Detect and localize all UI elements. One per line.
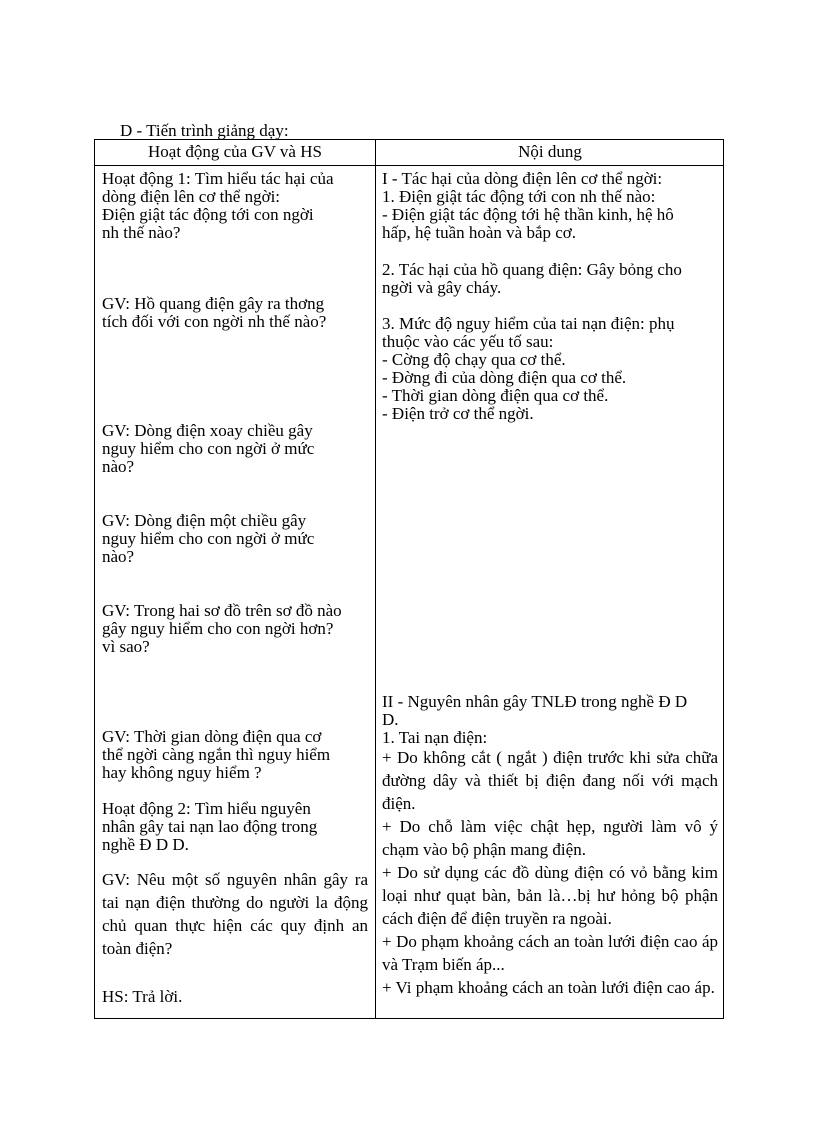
content-harm-section: I - Tác hại của dòng điện lên cơ thể ngời: 1. Điện giật tác động tới con nh thế nào: - Điện giật tác động tới hệ thần kinh, hệ hô hấp, hệ tuần hoàn và bắp cơ. [382,169,674,242]
cause-item-4: + Do phạm khoảng cách an toàn lưới điện cao áp và Trạm biến áp... [382,932,718,974]
section-heading: D - Tiến trình giảng dạy: [120,121,289,140]
question-arc-flash: GV: Hồ quang điện gây ra thơng tích đối với con ngời nh thế nào? [102,294,327,331]
content-causes-heading: II - Nguyên nhân gây TNLĐ trong nghề Đ D D. 1. Tai nạn điện: [382,692,688,747]
activity-2-intro: Hoạt động 2: Tìm hiểu nguyên nhân gây tai nạn lao động trong nghề Đ D D. [102,799,318,854]
column-header-activities: Hoạt động của GV và HS [148,142,322,161]
question-duration: GV: Thời gian dòng điện qua cơ thể ngời càng ngắn thì nguy hiểm hay không nguy hiểm ? [102,727,331,782]
lesson-table [94,139,724,1019]
cause-item-5: + Vi phạm khoảng cách an toàn lưới điện cao áp. [382,978,715,997]
activity-1-intro: Hoạt động 1: Tìm hiểu tác hại của dòng điện lên cơ thể ngời: Điện giật tác động tới con ngời nh thế nào? [102,169,334,242]
cause-item-3: + Do sử dụng các đồ dùng điện có vỏ bằng kim loại như quạt bàn, bản là…bị hư hỏng bộ phận cách điện để điện truyền ra ngoài. [382,863,718,928]
content-danger-factors: 3. Mức độ nguy hiểm của tai nạn điện: phụ thuộc vào các yếu tố sau: - Cờng độ chạy qua cơ thể. - Đờng đi của dòng điện qua cơ thể. - Thời gian dòng điện qua cơ thể. - Điện trở cơ thể ngời. [382,314,675,423]
content-arc-harm: 2. Tác hại của hồ quang điện: Gây bỏng cho ngời và gây cháy. [382,260,682,297]
cause-item-2: + Do chỗ làm việc chật hẹp, người làm vô ý chạm vào bộ phận mang điện. [382,817,718,859]
question-dc-current: GV: Dòng điện một chiều gây nguy hiểm cho con ngời ở mức nào? [102,511,315,566]
column-divider [375,140,376,1018]
cause-item-1: + Do không cắt ( ngắt ) điện trước khi sửa chữa đường dây và thiết bị điện đang nối với mạch điện. [382,748,718,813]
column-header-content: Nội dung [518,142,582,161]
student-answer: HS: Trả lời. [102,987,183,1006]
question-two-diagrams: GV: Trong hai sơ đồ trên sơ đồ nào gây nguy hiểm cho con ngời hơn? vì sao? [102,601,342,656]
question-ac-current: GV: Dòng điện xoay chiều gây nguy hiểm cho con ngời ở mức nào? [102,421,315,476]
header-divider [95,165,723,166]
question-causes: GV: Nêu một số nguyên nhân gây ra tai nạn điện thường do người la động chủ quan thực hiện các quy định an toàn điện? [102,870,368,958]
